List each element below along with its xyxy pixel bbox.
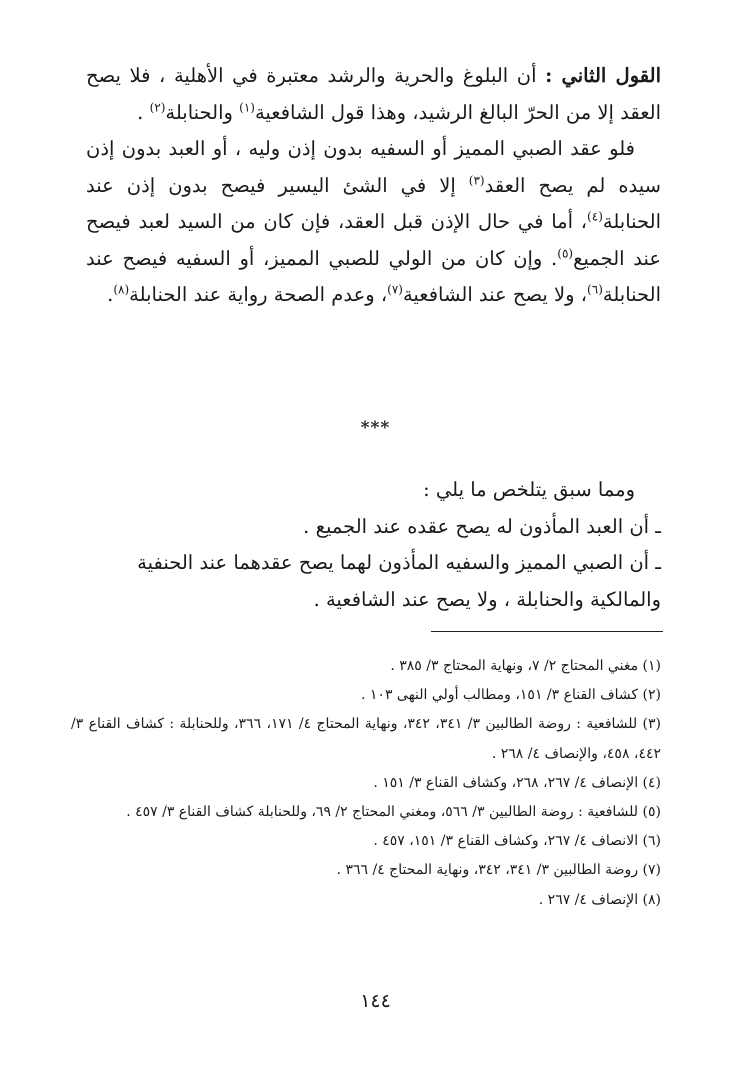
page-number: ١٤٤ bbox=[360, 990, 391, 1012]
footnote-1: (١) مغني المحتاج ٢/ ٧، ونهاية المحتاج ٣/ ٣٨٥ . bbox=[390, 658, 661, 674]
footnote-6: (٦) الانصاف ٤/ ٢٦٧، وكشاف القناع ٣/ ١٥١، ٤٥٧ . bbox=[373, 833, 661, 850]
footnote-7: (٧) روضة الطالبين ٣/ ٣٤١، ٣٤٢، ونهاية المحتاج ٤/ ٣٦٦ . bbox=[336, 862, 661, 879]
footnote-3: (٣) للشافعية : روضة الطالبين ٣/ ٣٤١، ٣٤٢، ونهاية المحتاج ٤/ ١٧١، ٣٦٦، وللحنابلة : كشاف القناع ٣/ ٤٤٢، ٤٥٨، والإنصاف ٤/ ٢٦٨ . bbox=[71, 716, 661, 762]
paragraph-text: . وإن كان من الولي للصبي المميز، أو السفيه فيصح عند الحنابلة bbox=[86, 246, 661, 306]
footnote-marker-2[interactable]: (٢) bbox=[149, 100, 166, 114]
footnote-marker-4[interactable]: (٤) bbox=[587, 209, 603, 224]
summary-point-2: ـ أن الصبي المميز والسفيه المأذون لهما يصح عقدهما عند الحنفية والمالكية والحنابلة ، ولا يصح عند الشافعية . bbox=[137, 551, 661, 611]
footnote-marker-5[interactable]: (٥) bbox=[557, 246, 574, 260]
footnote-4: (٤) الإنصاف ٤/ ٢٦٧، ٢٦٨، وكشاف القناع ٣/ ١٥١ . bbox=[373, 774, 661, 791]
paragraph-text: إلا في الشئ اليسير فيصح بدون إذن عند الحنابلة bbox=[86, 173, 661, 233]
footnotes bbox=[71, 652, 661, 915]
summary-intro: ومما سبق يتلخص ما يلي : bbox=[423, 478, 635, 501]
paragraph-text: أن البلوغ والحرية والرشد معتبرة في الأهلية ، فلا يصح العقد إلا من الحرّ البالغ الرشيد، وهذا قول الشافعية bbox=[86, 64, 661, 124]
paragraph-text: فلو عقد الصبي المميز أو السفيه بدون إذن وليه ، أو العبد بدون إذن سيده لم يصح العقد bbox=[86, 137, 661, 197]
paragraph-text: ، أما في حال الإذن قبل العقد، فإن كان من السيد لعبد فيصح عند الجميع bbox=[86, 210, 662, 270]
footnote-marker-1[interactable]: (١) bbox=[239, 100, 255, 114]
paragraph-text: ، وعدم الصحة رواية عند الحنابلة bbox=[129, 283, 388, 306]
paragraph-text: والحنابلة bbox=[165, 100, 240, 124]
main-text bbox=[86, 58, 661, 314]
summary-point-1: ـ أن العبد المأذون له يصح عقده عند الجميع . bbox=[303, 514, 661, 538]
summary-section bbox=[86, 472, 661, 618]
paragraph-text: ، ولا يصح عند الشافعية bbox=[402, 283, 588, 306]
paragraph-text: . bbox=[137, 100, 150, 124]
footnote-marker-3[interactable]: (٣) bbox=[468, 173, 485, 187]
footnote-8: (٨) الإنصاف ٤/ ٢٦٧ . bbox=[538, 891, 661, 908]
paragraph-details bbox=[86, 131, 661, 314]
section-separator: *** bbox=[360, 418, 391, 438]
footnote-marker-7[interactable]: (٧) bbox=[387, 282, 403, 297]
footnote-marker-6[interactable]: (٦) bbox=[587, 282, 603, 297]
paragraph-second-opinion bbox=[86, 58, 661, 131]
paragraph-lead: القول الثاني : bbox=[545, 64, 661, 87]
paragraph-text: . bbox=[107, 283, 114, 306]
footnote-marker-8[interactable]: (٨) bbox=[113, 282, 130, 297]
footnote-divider bbox=[431, 631, 663, 632]
footnote-2: (٢) كشاف القناع ٣/ ١٥١، ومطالب أولي النهى ١٠٣ . bbox=[361, 687, 661, 704]
footnote-5: (٥) للشافعية : روضة الطالبين ٣/ ٥٦٦، ومغني المحتاج ٢/ ٦٩، وللحنابلة كشاف القناع ٣/ ٤٥٧ . bbox=[126, 804, 661, 821]
